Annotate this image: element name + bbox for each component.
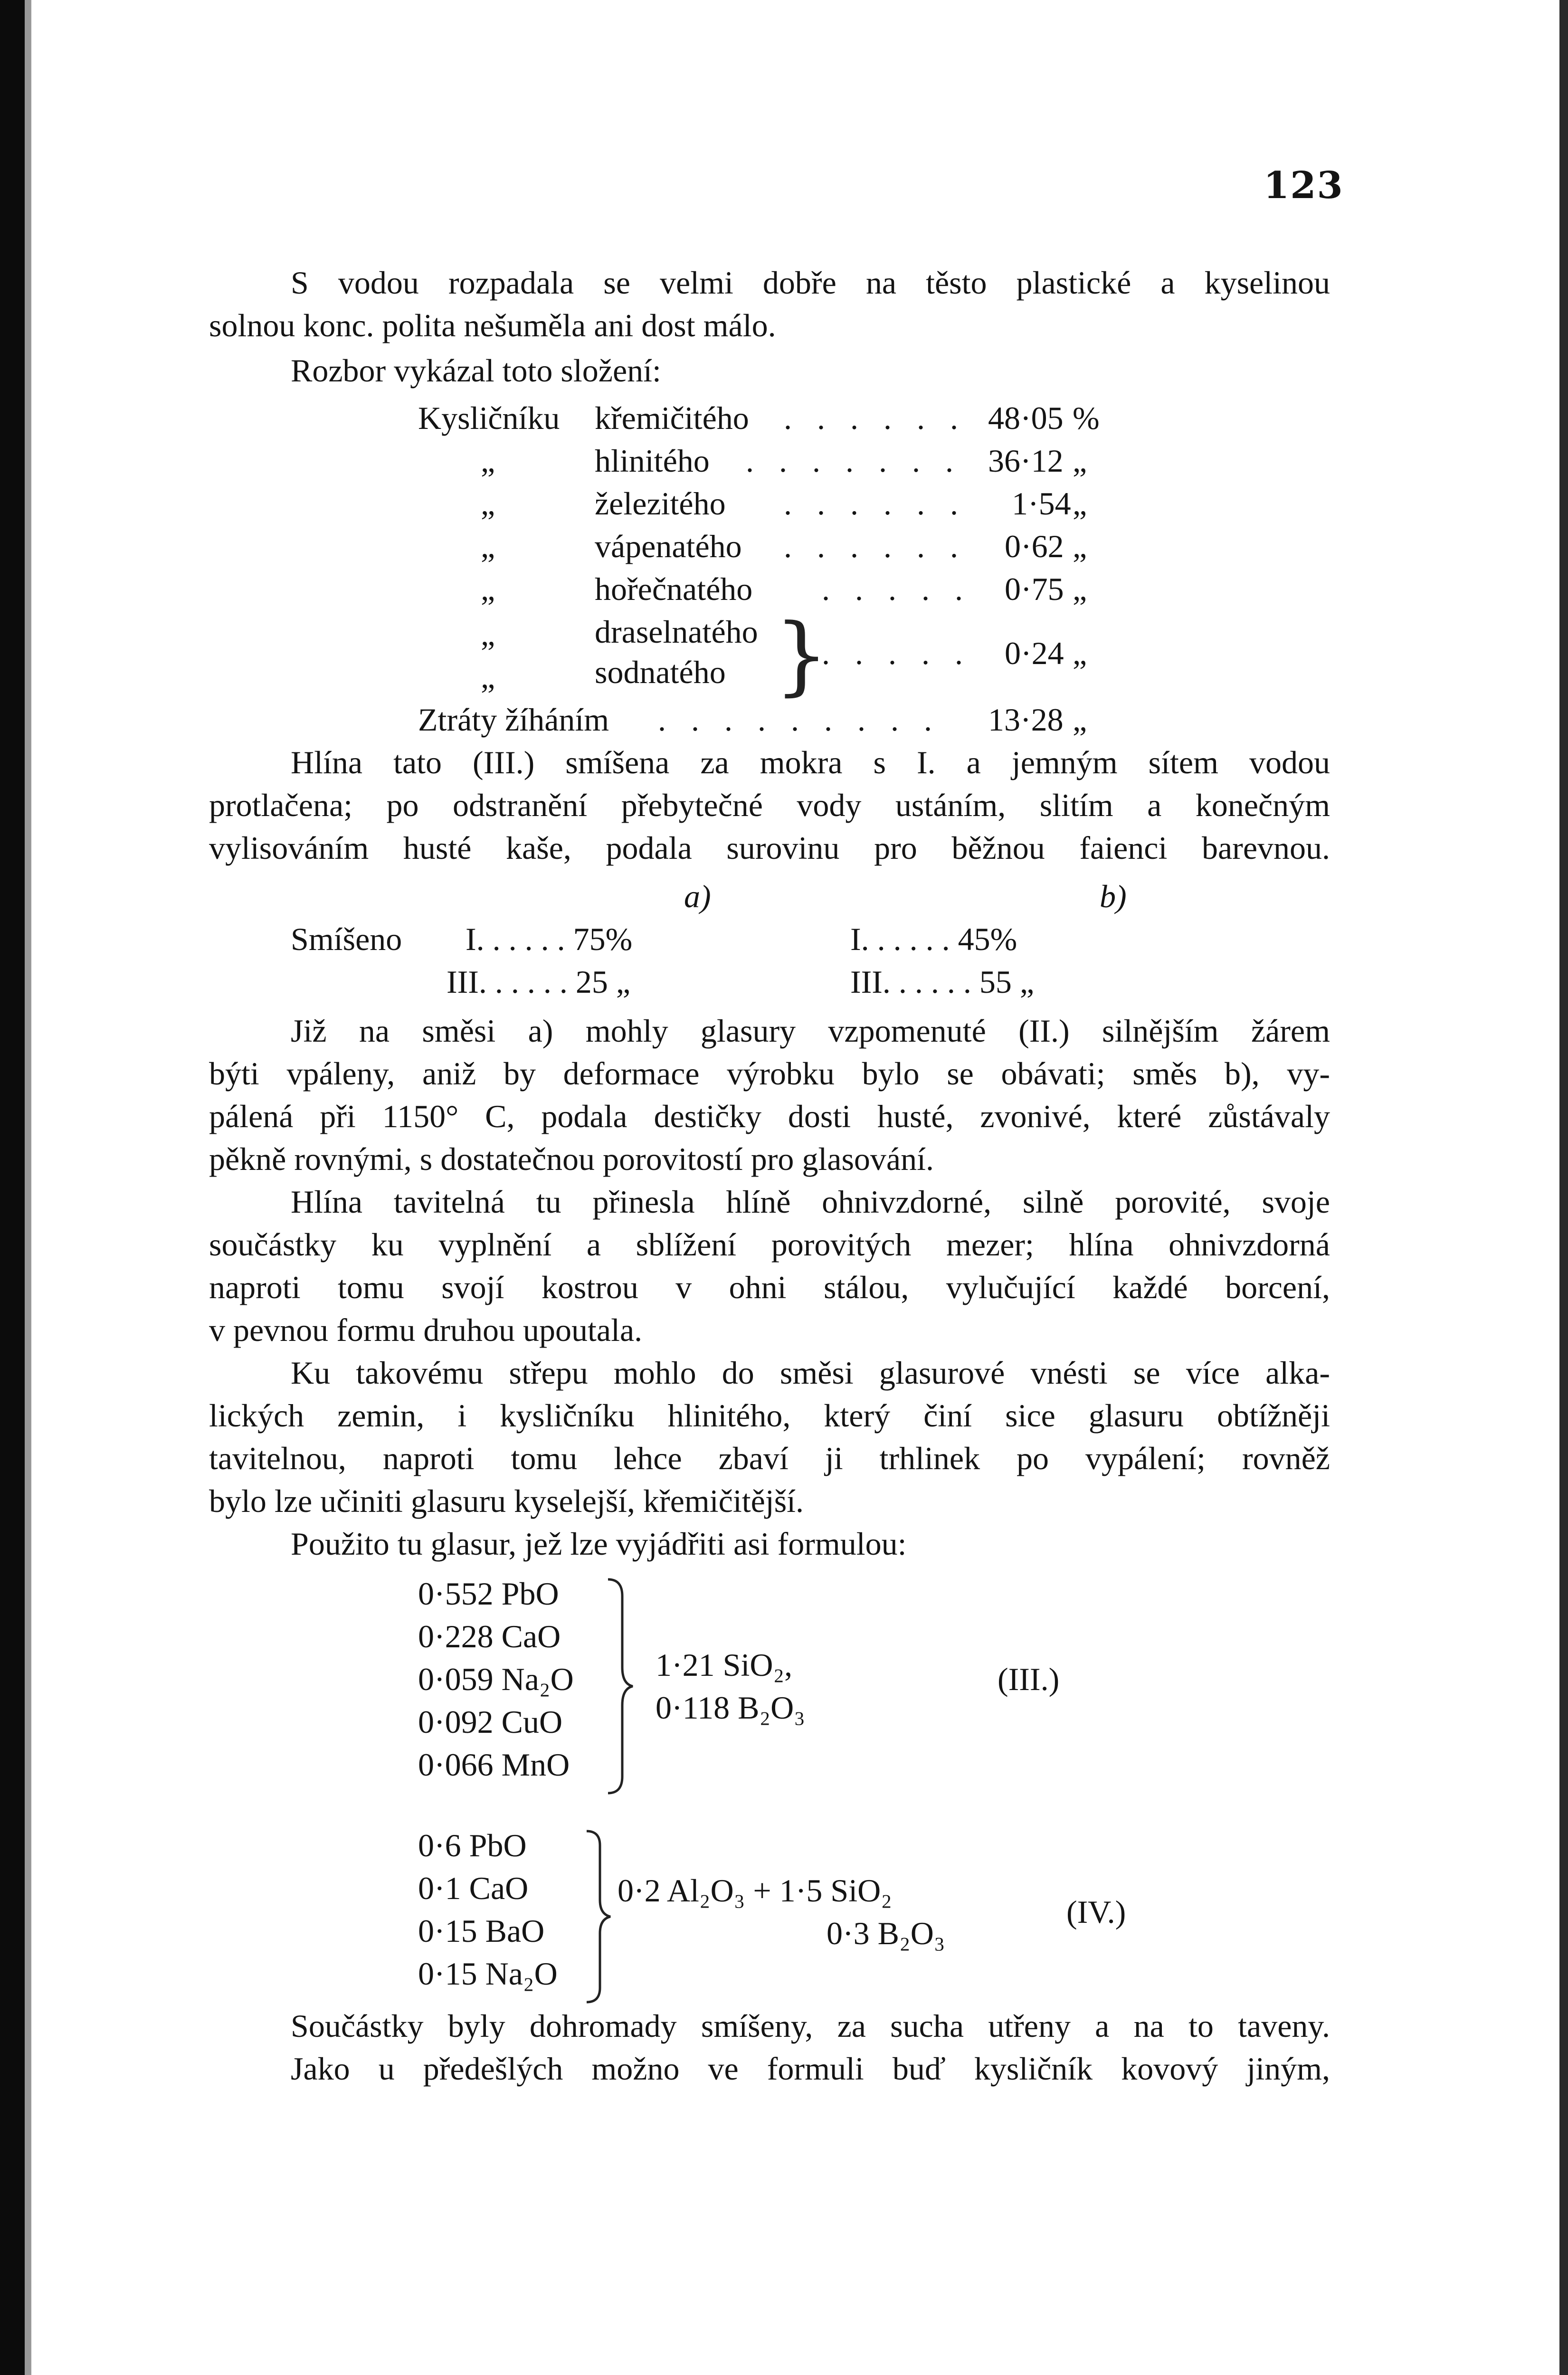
composition-unit: „: [1073, 635, 1087, 671]
composition-value: 1·54: [1012, 485, 1071, 522]
paragraph-line: Hlína tavitelná tu přinesla hlíně ohnivzdorné, silně porovité, svoje: [291, 1184, 1330, 1220]
composition-value: 0·24: [1005, 635, 1064, 671]
brace-icon: }: [774, 606, 829, 705]
paragraph-line: Použito tu glasur, jež lze vyjádřiti asi formulou:: [291, 1526, 907, 1562]
composition-prefix: „: [481, 443, 495, 479]
paragraph-line: pěkně rovnými, s dostatečnou porovitostí pro glasování.: [209, 1141, 934, 1177]
formula-acid: 0·118 B₂O₃: [656, 1690, 805, 1726]
formula-oxide: 0·228 CaO: [418, 1618, 561, 1654]
paragraph-line: Ku takovému střepu mohlo do směsi glasurové vnésti se více alka-: [291, 1355, 1330, 1391]
mix-title: Smíšeno: [291, 921, 402, 957]
formula-acid: 1·21 SiO₂,: [656, 1647, 793, 1683]
paragraph-line: protlačena; po odstranění přebytečné vody ustáním, slitím a konečným: [209, 787, 1330, 823]
composition-name: vápenatého: [595, 528, 742, 564]
paragraph-line: Hlína tato (III.) smíšena za mokra s I. a jemným sítem vodou: [291, 744, 1330, 780]
composition-prefix: „: [481, 528, 495, 564]
composition-prefix: Kysličníku: [418, 400, 560, 436]
composition-unit: „: [1073, 443, 1087, 479]
formula-oxide: 0·066 MnO: [418, 1747, 570, 1783]
composition-dots: . . . . . . .: [746, 443, 962, 479]
composition-name: křemičitého: [595, 400, 749, 436]
composition-value: 48·05: [988, 400, 1064, 436]
composition-name: sodnatého: [595, 654, 726, 690]
scan-border-right: [1559, 0, 1568, 2375]
composition-prefix: „: [481, 659, 495, 695]
section-heading: Rozbor vykázal toto složení:: [291, 352, 661, 389]
loss-label: Ztráty žíháním: [418, 702, 609, 738]
composition-value: 0·62: [1005, 528, 1064, 564]
paragraph-line: součástky ku vyplnění a sblížení porovitých mezer; hlína ohnivzdorná: [209, 1226, 1330, 1263]
formula-oxide: 0·15 BaO: [418, 1913, 545, 1949]
paragraph-line: bylo lze učiniti glasuru kyselejší, křemičitější.: [209, 1483, 804, 1519]
composition-name: hořečnatého: [595, 571, 753, 607]
composition-value: 13·28: [988, 702, 1064, 738]
composition-name: železitého: [595, 485, 726, 522]
formula-oxide: 0·1 CaO: [418, 1870, 529, 1906]
mix-label-b: b): [1100, 878, 1127, 914]
mix-b-row: III. . . . . . 55 „: [850, 964, 1035, 1000]
paragraph-line: býti vpáleny, aniž by deformace výrobku bylo se obávati; směs b), vy-: [209, 1055, 1330, 1092]
composition-dots: . . . . . .: [784, 400, 967, 436]
composition-unit: „: [1073, 528, 1087, 564]
formula-oxide: 0·059 Na₂O: [418, 1661, 574, 1697]
paragraph-line: pálená při 1150° C, podala destičky dosti husté, zvonivé, které zůstávaly: [209, 1098, 1330, 1134]
formula-oxide: 0·552 PbO: [418, 1576, 559, 1612]
composition-unit: „: [1073, 702, 1087, 738]
scan-border-left-inner: [25, 0, 31, 2375]
composition-prefix: „: [481, 616, 495, 652]
formula-oxide: 0·15 Na₂O: [418, 1956, 558, 1992]
formula-label: (IV.): [1066, 1894, 1126, 1930]
composition-unit: %: [1073, 400, 1100, 436]
formula-label: (III.): [998, 1661, 1060, 1697]
composition-dots: . . . . .: [822, 571, 971, 607]
composition-unit: „: [1073, 571, 1087, 607]
formula-oxide: 0·092 CuO: [418, 1704, 563, 1740]
composition-dots: . . . . .: [822, 635, 971, 671]
right-brace-icon: [582, 1829, 615, 2004]
composition-value: 36·12: [988, 443, 1064, 479]
mix-label-a: a): [684, 878, 711, 914]
right-brace-icon: [603, 1577, 637, 1796]
paragraph-line: vylisováním husté kaše, podala surovinu pro běžnou faienci barevnou.: [209, 830, 1330, 866]
composition-dots: . . . . . .: [784, 485, 967, 522]
formula-acid: 0·2 Al₂O₃ + 1·5 SiO₂: [618, 1872, 892, 1909]
composition-name: draselnatého: [595, 614, 758, 650]
composition-unit: „: [1073, 485, 1087, 522]
mix-b-row: I. . . . . . 45%: [850, 921, 1017, 957]
scan-border-left: [0, 0, 25, 2375]
mix-a-row: III. . . . . . 25 „: [447, 964, 631, 1000]
paragraph-line: naproti tomu svojí kostrou v ohni stálou, vylučující každé borcení,: [209, 1269, 1330, 1305]
composition-dots: . . . . . . . . .: [658, 702, 941, 738]
mix-a-row: I. . . . . . 75%: [466, 921, 633, 957]
paragraph-line: tavitelnou, naproti tomu lehce zbaví ji trhlinek po vypálení; rovněž: [209, 1440, 1330, 1476]
composition-dots: . . . . . .: [784, 528, 967, 564]
page-number: 123: [1264, 164, 1344, 207]
composition-name: hlinitého: [595, 443, 710, 479]
paragraph-line: v pevnou formu druhou upoutala.: [209, 1312, 643, 1348]
composition-prefix: „: [481, 571, 495, 607]
paragraph-line: Součástky byly dohromady smíšeny, za sucha utřeny a na to taveny.: [291, 2008, 1330, 2044]
paragraph-line: S vodou rozpadala se velmi dobře na těsto plastické a kyselinou: [291, 265, 1330, 301]
paragraph-line: Již na směsi a) mohly glasury vzpomenuté (II.) silnějším žárem: [291, 1013, 1330, 1049]
paragraph-line: Jako u předešlých možno ve formuli buď kysličník kovový jiným,: [291, 2051, 1330, 2087]
paragraph-line: solnou konc. polita nešuměla ani dost málo.: [209, 307, 776, 343]
paragraph-line: lických zemin, i kysličníku hlinitého, který činí sice glasuru obtížněji: [209, 1397, 1330, 1434]
composition-prefix: „: [481, 485, 495, 522]
composition-value: 0·75: [1005, 571, 1064, 607]
formula-oxide: 0·6 PbO: [418, 1827, 527, 1863]
formula-acid: 0·3 B₂O₃: [827, 1915, 945, 1951]
